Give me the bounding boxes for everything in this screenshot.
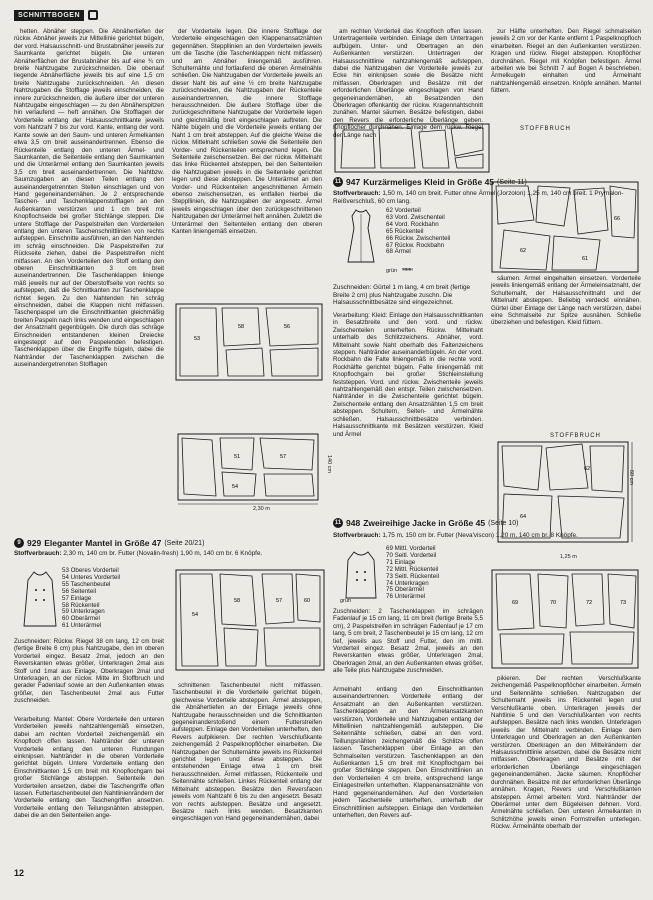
svg-text:73: 73 (620, 600, 627, 606)
section-number: 929 (27, 538, 42, 548)
svg-text:66: 66 (614, 216, 621, 222)
pattern-layout-top (333, 120, 491, 175)
section-subtitle: (Seite 20/21) (164, 539, 205, 547)
verarbeitung-text: Ärmelnaht entlang den Einschnittkanten auseinandertrennen. Vorderteile entlang der Ansatznaht an den Außenkanten verstürzen. Taschenklappen an den Ärmelansatzkanten verstürzen, Vorderteile und Nahtzugaben entlang der Mittellinien nahtzahlengemäß aufsteppen. Die Seitennähte schließen, dabei an den vord. Teillungsnähten zeichengemäß die Schlitze offen lassen. Taschenklappen über Einlage an den Schmalseiten verstürzen. Taschenklappen an den Außenkanten 1,5 cm breit mit Knopflochgarn bei großer Stichlänge steppen. Den Einschnittlinien an den Vorderteilen 4 cm breite, entsprechend lange Einlagestreifen unterheften. Klappenansatznähte von Hand gegeneinandernähen. Auf den Vorderteilen jedem Taschenteile unterheften, unterhalb der Einschnittlinien aufsteppen. Einlage den Vorderteilen unterheften, den Revers auf- (333, 686, 483, 819)
dress-sketch-947 (340, 206, 382, 266)
color-label-gruen: grün (386, 268, 398, 274)
dim-230m: 2,30 m (253, 506, 270, 512)
verarbeitung-text: Verarbeitung: Mantel: Obere Vorderteile den unteren Vorderteilen jeweils nahtzahlengemäß einsetzen, dabei am rechten Vorderteil zeichengemäß ein Knopfloch offen lassen. Nahtränder der unteren Vorderteile entlang den unteren Rundungen einknipsen. Nahtränder in die oberen Vorderteile gerichtet bügeln. Untere Vorderteile entlang den Einschnittkanten 1,5 cm breit mit Knopflochgarn bei großer Stichlänge absteppen. Seitenteile den Vorderteilen ansetzen, dabei die Taschengriffe offen lassen. Futtertaschenbeutel den Nahtlinienrändern der Vorderteile entlang den Taschengriffen ansetzen. Vorderteile entlang den Teilungsnähten absteppen, dabei die an den Seitenteilen ange- (14, 716, 164, 820)
text-column-2b (172, 682, 322, 878)
section-subtitle: (Seite 10) (488, 519, 519, 527)
svg-text:54: 54 (232, 484, 239, 490)
svg-text:72: 72 (586, 600, 593, 606)
svg-text:58: 58 (238, 324, 245, 330)
part-item: 59 Unterkragen (62, 608, 105, 616)
part-item: 61 Unterärmel (62, 622, 102, 630)
spec-label: Stoffverbrauch: (14, 550, 62, 557)
section-948-zuschneiden (333, 608, 483, 675)
part-item: 62 Vorderteil (386, 207, 421, 214)
section-929-zuschneiden (14, 638, 164, 705)
part-item: 66 Rückw. Zwischenteil (386, 234, 451, 242)
svg-text:56: 56 (284, 324, 291, 330)
paragraph: säumen. Ärmel eingehalten einsetzen. Vorderteile jeweils liniengemäß entlang der Ärmeleinsatznaht, der Schulternaht, der Halsausschnittnaht und der Mittelnaht absteppen. Beliebig verdeckt einnähen. Gürtel über Einlage der Länge nach verstürzen, dabei eine Schmalseite zur Spitze ausnähen. Schließe überziehen und befestigen. Kleid füttern. (491, 275, 641, 327)
pattern-layout-929b (172, 430, 327, 510)
part-item: 71 Einlage (386, 558, 416, 566)
part-item: 76 Unterärmel (386, 593, 426, 601)
section-929-parts (62, 568, 120, 630)
part-item: 73 Seitl. Rückenteil (386, 572, 439, 580)
header-mark-icon (88, 10, 98, 20)
text-column-4c (491, 675, 641, 880)
pattern-layout-948 (490, 568, 640, 673)
part-item: 64 Vord. Rockbahn (386, 220, 439, 228)
svg-text:69: 69 (512, 600, 519, 606)
svg-text:54: 54 (192, 612, 199, 618)
color-label-gruen: grün (340, 598, 352, 604)
section-948-parts (386, 546, 439, 601)
text-column-1 (14, 28, 164, 533)
spec-text: 1,50 m, 140 cm breit. Futter ohne Ärmel (Jorzolon) 1,25 m, 140 cm breit. 1 Prymalon-Reißverschluß, 60 cm lang. (333, 190, 624, 205)
svg-text:57: 57 (276, 598, 283, 604)
section-929-spec (14, 550, 324, 558)
paragraph: pikieren. Der rechten Verschlußkante zeichengemäß Paspelknopflöcher einarbeiten. Ärmeln und Seitennähte schließen. Nahtzugaben der Schulternaht jeweils ins Rückenteil legen und Verschlußkante oben. Unterkragen jeweils der Nahtlinie 5 und den Verschlußkanten von rechts aufsteppen. Besätze nach links wenden. Unterkragen jeweils der Mittelnaht verbinden. Einlage dem Unterkragen und Oberkragen an den Außenkanten verstürzen. Oberkragen an den Mittelrändern der Halsausschnittlinie ansetzen, dabei die Besätze nicht mitfassen. Oberkragen und Besätze mit der erforderlichen Überlänge eingeschlagen gegeneinandernähen. Jacke säumen. Knopflöcher durchnähen. Besätze mit der erforderlichen Überlänge annähen. Kragen, Revers und Verschlußkanten absteppen. Ärmel arbeiten: Vord. Nahtränder der Oberärmel unter dem Bügeleisen dehnen. Vord. Ärmelnähte schließen. Den unteren Ärmelkanten in Schlitzhöhe jeweils einen Formstreifen unterlegen. Rückw. Ärmelnähte oberhalb der (491, 675, 641, 831)
zuschneiden-text: Zuschneiden: Rückw. Riegel 38 cm lang, 12 cm breit (fertige Breite 6 cm) plus Nahtzugabe, den im oberen Vorderteil eingez. Besatz 2mal, jedoch an den Reverskanten etwas größer, Unterkragen 2mal aus Stoff und 1mal aus Einlage, Oberkragen 2mal und Unterkragen, an der rückw. Mitte im Stoffbruch und gerader Fadenlauf sowie an den Außenkanten etwas größer, den Taschenbeutel 2mal aus Futter zuschneiden. (14, 638, 164, 705)
dim-60cm: 60 cm (628, 470, 634, 485)
stoffbruch-label: STOFFBRUCH (520, 126, 571, 132)
zuschneiden-text: Zuschneiden: Gürtel 1 m lang, 4 cm breit (fertige Breite 2 cm) plus Nahtzugabe zuschn. Die Halsausschnittbesätze sind eingezeichnet. (333, 284, 471, 307)
part-item: 57 Einlage (62, 594, 92, 602)
part-item: 60 Oberärmel (62, 615, 100, 623)
svg-text:61: 61 (582, 256, 589, 262)
verarbeitung-text: Verarbeitung: Kleid: Einlage den Halsausschnittkanten in Besatzbreite und den vord. und rückw. Zwischenteilen unterheften. Rückw. Mittelnaht unterhalb des Schlitzzeichens. Abnäher, vord. Mittelnaht sowie Naht oberhalb des Faltenzeichens steppen. Nahtränder auseinanderbügeln. An der vord. Rockbahn die Falte liniengemäß in die rechte vord. Rockhälfte gerichtet bügeln. Falte liniengemäß mit Knopflochgarn bei großer Stichleinstellung feststeppen. Vord. und rückw. Zwischenteile jeweils nahtzahlengemäß den entspr. Teilen zwischensetzen. Nahtränder in die Zwischenteile gerichtet bügeln. Zwischenteile entlang den Ansatznähten 1,5 cm breit absteppen. Schultern, Seiten- und Ärmelnähte schließen. Halsausschnittbesätze verbinden. Halsausschnittkante mit Besätzen verstürzen. Kleid und Ärmel (333, 312, 483, 438)
section-title-text: Kurzärmeliges Kleid in Größe 45 (363, 177, 495, 187)
zuschneiden-text: Zuschneiden: 2 Taschenklappen im schrägen Fadenlauf je 15 cm lang, 11 cm breit (fertige Breite 5,5 cm), 2 Paspelstreifen im schrägen Fadenlauf je 17 cm lang, 5 cm breit, 2 Taschenbeutel je 15 cm lang, 12 cm tief, jeweils aus Stoff und Futter, den im mittl. Vorderteil eingez. Besatz 2mal, jeweils an den Reverskanten etwas größer, Unterkragen 2mal, Oberkragen 2mal, an den Außenkanten etwas größer, alle Teile plus Nahtzugabe zuschneiden. (333, 608, 483, 675)
paragraph: der Vorderteile legen. Die innere Stofflage der Vorderteile eingeschlagen den Klappenansatznähten gegennähen. Steppllinien an den Vorderteilen jeweils um die Tasche (die Taschenklappen nicht mitfassen) und am Abnäher liniengemäß ausführen. Schulternähte und fortlaufend die oberen Ärmelnähte schließen. Die Nahtzugaben der Vorderteile jeweils an dieser Naht bis auf eine ½ cm breite Nahtzugabe zurückschneiden, die Nahtzugaben der Rückenteile auseinandertrennen, die innere Stofflage herausschneiden. Die äußere Stofflage über die zurückgeschnittene Nahtzugabe der Vorderteile legen und gleichmäßig breit eingeschlagen auftreten. Die Nähte bügeln und die Vorderteile jeweils entlang der Naht 1 cm breit absteppen. Auf die gleiche Weise die rückw. Mittelnaht schließen sowie die Seitenteile den Vorder- und Rückenteilen entsprechend legen. Die Seitenteile zwischensetzen. Bei der rückw. Mittelnaht das linke Rückenteil absteppen, bei den Seitenteilen die Nahtzugaben jeweils in die Seitenteile gerichtet legen und diese absteppen. Die Unterärmel an den Vorder- und Rückenteilen angeschnittenen Ärmeln ebenso zwischensetzen, es entfallen hierbei die Steppllinien, die Nahtzugaben der angesetz. Ärmel jeweils eingeschlagen über den zurückgeschnittenen Nahtzugaben der Unterärmel heft annähen. Zuletzt die Unterärmel den Seitenteilen entlang den oberen Kanten liniengemäß einsetzen. (172, 28, 322, 235)
coat-sketch-929 (20, 568, 60, 630)
svg-text:70: 70 (550, 600, 557, 606)
paragraph: hetten. Abnäher steppen. Die Abnähertiefen der rückw. Abnäher jeweils zur Mittellinie gerichtet bügeln, der vord. Halsausschnitt- und Brustabnäher jeweils zur Saumkante gerichtet bügeln. Die unteren Abnäherflächen der Brustabnäher bis auf eine ¾ cm breite Nahtzugabe zurückschneiden. Die obenauf liegende Abnäherfläche jeweils bis auf eine 1,5 cm breite Nahtzugabe zurückschneiden. An diesen Nahtzugaben die Stofflage jeweils einschneiden, die innere zurückschneiden, die äußere über der unteren Nahtzugabe eingeschlagen — zu den Abnäherspitzen hin verlaufend — heft annähen. Die Stofflagen der Vorderteile entlang der Halsausschnittkante jeweils vom Nahtzahl 7 bis zur vord. Kante, entlang der vord. Kante sowie an den Saum- und unteren Ärmelkanten etwa 3,5 cm breit auseinandertrennen. Ebenso die Rückenteile entlang den unteren Ärmel- und Saumkanten, die Seitenteile entlang den Saumkanten und die Unterärmel entlang den Saumkanten jeweils 3,5 cm breit auseinandertrennen. Die Nahtbzw. Saumzugaben an diesen Teilen entlang den auseinandergetrennten Stellen einschlagen und von Hand gegeneinandernähen. Je 2 entsprechende Taschen- und Taschenklappenstofflagen an den Außenkanten verstürzen und 1 cm breit mit Knopflochseide bei großer Stichlänge steppen. Die untere Stofflage der Paspelstreifen den Vorderteilen entlang den unteren Taschenschnittlinien von rechts aufsteppen. Einschnitte ausführen, an den Nahtenden im schräg einschneiden. Die Paspelstreifen zur Rückseite ziehen, dabei die Paspelstreifen nicht mitfassen. An den Vorderteilen den Stoff entlang den oberen Einschnittkanten 3 cm breit auseinandertrennen. Die Taschenklappen linienge mäß jeweils nur auf der Oberstoffseite von rechts so aufsteppen, daß die Schnittkanten zur Taschenklappe richtet liegen. Zu den Nahtenden hin schräg einschneiden, dabei die Klappen nicht mitfassen. Taschenpaspel um die Einschnittkanten gleichmäßig breiten Paspeln nach links wenden und eingeschlagen der Ansatznaht gegenbügeln. Die durch das schräge Einschneiden entstandenen kleinen Dreiecke eingesteppt auf den Paspelenden befestigen. Taschenklappen über die Eingriffe bügeln, dabei die Nahtränder der Taschenklappen zwischen die auseinandergetrennten Stofflagen (14, 28, 164, 369)
svg-text:62: 62 (520, 248, 527, 254)
svg-text:58: 58 (234, 598, 241, 604)
dim-140cm: 140 cm (326, 455, 332, 474)
part-item: 56 Seitenteil (62, 587, 97, 595)
spec-label: Stoffverbrauch: (333, 190, 381, 197)
part-item: 75 Oberärmel (386, 586, 424, 594)
part-item: 70 Seitl. Vorderteil (386, 551, 437, 559)
part-item: 67 Rückw. Rockbahn (386, 241, 445, 249)
section-number-icon: 11 (334, 520, 342, 526)
section-948-spec (333, 532, 643, 540)
part-item: 65 Rückenteil (386, 227, 424, 235)
part-item: 74 Unterkragen (386, 579, 429, 587)
svg-text:53: 53 (194, 336, 201, 342)
svg-text:60: 60 (304, 598, 311, 604)
pattern-layout-947 (490, 180, 640, 275)
paragraph: schnittenen Taschenbeutel nicht mitfassen. Taschenbeutel in die Vorderteile gerichtet bügeln, gleichweise Vorderteile absteppen. Ärmel absteppen, die Abnähertiefen an der Einlage jeweils ohne Nahtzugabe herausschneiden und die Schnittkanten gegeneinanderstoßend einem Futterstreifen aufsteppen. Einlage den Vorderteilen unterheften, den Revers aufpikieren. Der rechten Verschlußkante zeichengemäß 2 Paspelknopflöcher einarbeiten. Die Nahtzugaben der Schulternähte jeweils ins Rückenteil gerichtet legen und diese absteppen. Die entstehenden Einlage etwa 1 cm breit herausschneiden. Ärmel mitfassen, Rückenteile und Seitennähte schließen. Linkes Rückenteil entlang der Mittelnaht absteppen. Besätze den Reversfacen jeweils vom Nahtzahl 6 bis zu den angesetzt. Besatz von rechts aufsteppen. Besätze und angesetzt. Besätze nach links wenden. Besatzkanten eingeschlagen von Hand gegeneinandernähen, dabei (172, 682, 322, 823)
section-number: 947 (346, 177, 361, 187)
text-column-2 (172, 28, 322, 298)
spec-label: Stoffverbrauch: (333, 532, 381, 539)
svg-text:57: 57 (280, 454, 287, 460)
section-title-text: Eleganter Mantel in Größe 47 (44, 538, 162, 548)
dim-125m: 1,25 m (560, 554, 577, 560)
section-title-text: Zweireihige Jacke in Größe 45 (363, 518, 486, 528)
part-item: 68 Ärmel (386, 248, 411, 256)
stoffbruch-label-2: STOFFBRUCH (550, 433, 601, 439)
section-948-verarbeitung (333, 686, 483, 876)
section-number: 948 (346, 518, 361, 528)
section-number-icon: 11 (334, 179, 342, 185)
wave-mark-icon: ᴺᴺᴺᴺᴺᴺᴺ (402, 268, 412, 274)
section-947-parts (386, 208, 450, 256)
section-929-title (14, 538, 204, 548)
svg-text:51: 51 (234, 454, 241, 460)
section-number-icon: 9 (14, 538, 24, 548)
svg-text:64: 64 (520, 514, 527, 520)
fabric-layout-929 (172, 300, 327, 390)
section-929-verarbeitung (14, 716, 164, 876)
part-item: 69 Mittl. Vorderteil (386, 545, 436, 552)
part-item: 55 Taschenbeutel (62, 580, 111, 588)
part-item: 54 Unteres Vorderteil (62, 573, 121, 581)
paragraph: zur Hälfte unterheften. Den Riegel schmalseiten jeweils 2 cm vor der Kante entfernt 1 Paspelknopfloch einarbeiten. Riegel an den Außenkanten verstürzen. Kragen und rückw. Riegel absteppen. Knopflöcher durchnähen. Riegel mit Knöpfen befestigen. Ärmel arbeiten wie bei Schnitt 7 auf Bogen A beschrieben. Ärmelkugeln einhalten und Ärmelnaht nahtzahlengemäß einsetzen. Knöpfe annähen. Mantel füttern. (491, 28, 641, 95)
section-948-title (333, 518, 518, 528)
part-item: 53 Oberes Vorderteil (62, 567, 119, 574)
svg-text:62: 62 (584, 466, 591, 472)
part-item: 72 Mittl. Rückenteil (386, 565, 439, 573)
pattern-layout-929c (172, 566, 327, 676)
part-item: 63 Vord. Zwischenteil (386, 213, 445, 221)
section-subtitle: (Seite 11) (497, 178, 527, 186)
spec-text: 2,30 m, 140 cm br. Futter (Novalin-fresh) 1,90 m, 140 cm br. 6 Knöpfe. (63, 550, 263, 557)
part-item: 58 Rückenteil (62, 601, 100, 609)
page-number: 12 (14, 868, 25, 878)
page-header (14, 8, 98, 22)
spec-text: 1,75 m, 150 cm br. Futter (Neva'viscon) 1,20 m, 140 cm br. 8 Knöpfe. (382, 532, 578, 539)
section-947-zuschneiden (333, 284, 483, 307)
header-label: SCHNITTBOGEN (14, 10, 84, 21)
section-947-verarbeitung (333, 312, 483, 438)
paragraph: am rechten Vorderteil das Knopfloch offen lassen. Untertragenteile verbinden. Einlage dem Untertragen aufbügeln. Unter- und Obertragen an den Außenkanten verstürzen. Untertragen der Halsausschnittlinie nahtzahlengemäß aufsteppen, dabei die Nahtzugaben der Vorderteile jeweils zur Ecke hin einknipsen sowie die Besätze nicht mitfassen. Oberkragen und Besätze mit der erforderlichen Überlänge eingeschlagen von Hand gegeneinandernähen, ab Besatzenden den Oberkragen offenkantig der rückw. Kragennahtschnitt zunähen. Mantel säumen. Besätze befestigen, dabei den Revers die erforderliche Überlänge geben. Knopflöcher durchnähen. Einlage dem rückw. Riegel der Länge nach (333, 28, 483, 139)
text-column-4 (491, 28, 641, 122)
